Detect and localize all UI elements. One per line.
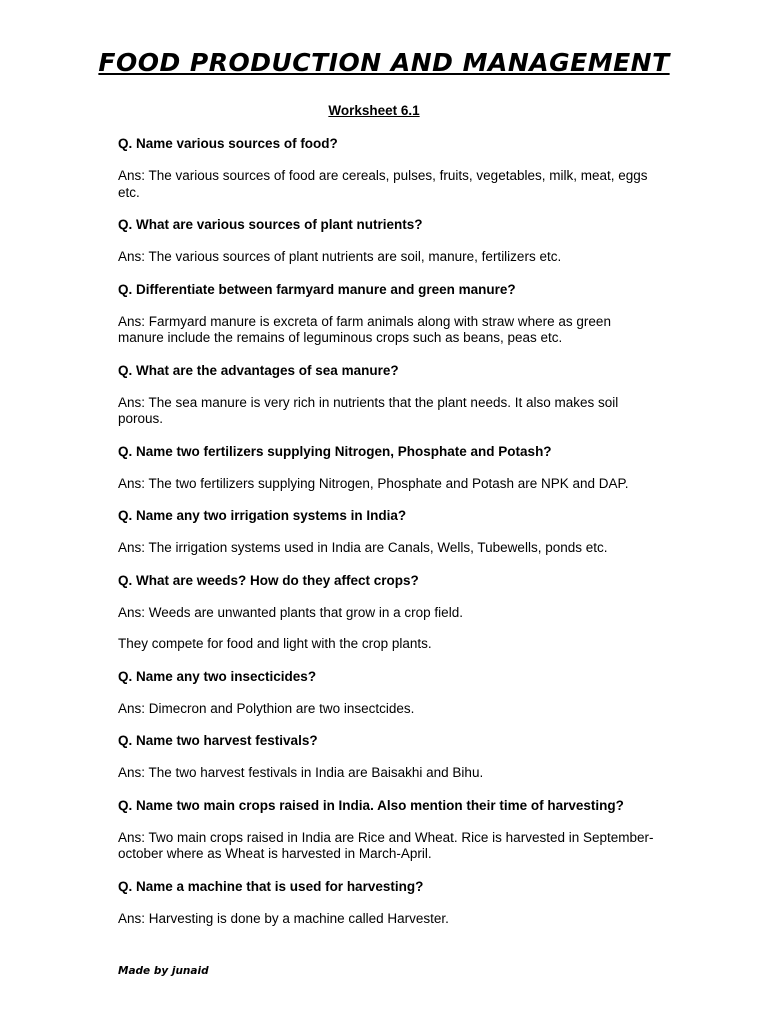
qa-item xyxy=(118,507,658,557)
question-text: Q. Name various sources of food? xyxy=(118,136,338,151)
qa-item xyxy=(118,443,658,493)
answer-text: Ans: Two main crops raised in India are Rice and Wheat. Rice is harvested in September-october where as Wheat is harvested in March-April. xyxy=(118,829,654,861)
answer-text: They compete for food and light with the crop plants. xyxy=(118,636,432,651)
question-text: Q. Name two fertilizers supplying Nitrogen, Phosphate and Potash? xyxy=(118,443,552,459)
qa-item xyxy=(118,668,658,718)
answer-text: Ans: The sea manure is very rich in nutrients that the plant needs. It also makes soil porous. xyxy=(118,394,619,426)
author-credit: Made by junaid xyxy=(118,965,209,977)
question-text: Q. Name two harvest festivals? xyxy=(118,733,318,748)
answer-text: Ans: The various sources of food are cereals, pulses, fruits, vegetables, milk, meat, eggs etc. xyxy=(118,168,648,200)
answer-text: Ans: The two fertilizers supplying Nitrogen, Phosphate and Potash are NPK and DAP. xyxy=(118,475,629,491)
answer-text: Ans: Dimecron and Polythion are two insectcides. xyxy=(118,700,415,716)
qa-item xyxy=(118,281,658,347)
qa-item xyxy=(118,572,658,653)
qa-item xyxy=(118,797,658,863)
answer-text: Ans: Harvesting is done by a machine called Harvester. xyxy=(118,910,449,926)
qa-list xyxy=(118,135,658,942)
answer-text: Ans: The various sources of plant nutrients are soil, manure, fertilizers etc. xyxy=(118,249,562,264)
answer-text: Ans: Farmyard manure is excreta of farm animals along with straw where as green manure include the remains of leguminous crops such as beans, peas etc. xyxy=(118,313,611,345)
qa-item xyxy=(118,878,658,928)
question-text: Q. What are various sources of plant nutrients? xyxy=(118,217,423,232)
answer-text: Ans: The two harvest festivals in India are Baisakhi and Bihu. xyxy=(118,765,484,780)
question-text: Q. Differentiate between farmyard manure and green manure? xyxy=(118,281,516,297)
question-text: Q. What are weeds? How do they affect crops? xyxy=(118,572,419,588)
page-title: FOOD PRODUCTION AND MANAGEMENT xyxy=(98,48,670,77)
question-text: Q. Name any two insecticides? xyxy=(118,668,317,684)
qa-item xyxy=(118,362,658,428)
qa-item xyxy=(118,216,658,266)
qa-item xyxy=(118,732,658,782)
question-text: Q. Name any two irrigation systems in India? xyxy=(118,508,407,523)
answer-text: Ans: Weeds are unwanted plants that grow in a crop field. xyxy=(118,604,463,620)
qa-item xyxy=(118,135,658,201)
worksheet-subtitle: Worksheet 6.1 xyxy=(328,103,420,118)
question-text: Q. Name a machine that is used for harvesting? xyxy=(118,878,424,894)
question-text: Q. Name two main crops raised in India. Also mention their time of harvesting? xyxy=(118,797,624,813)
question-text: Q. What are the advantages of sea manure? xyxy=(118,362,399,378)
answer-text: Ans: The irrigation systems used in India are Canals, Wells, Tubewells, ponds etc. xyxy=(118,540,608,555)
